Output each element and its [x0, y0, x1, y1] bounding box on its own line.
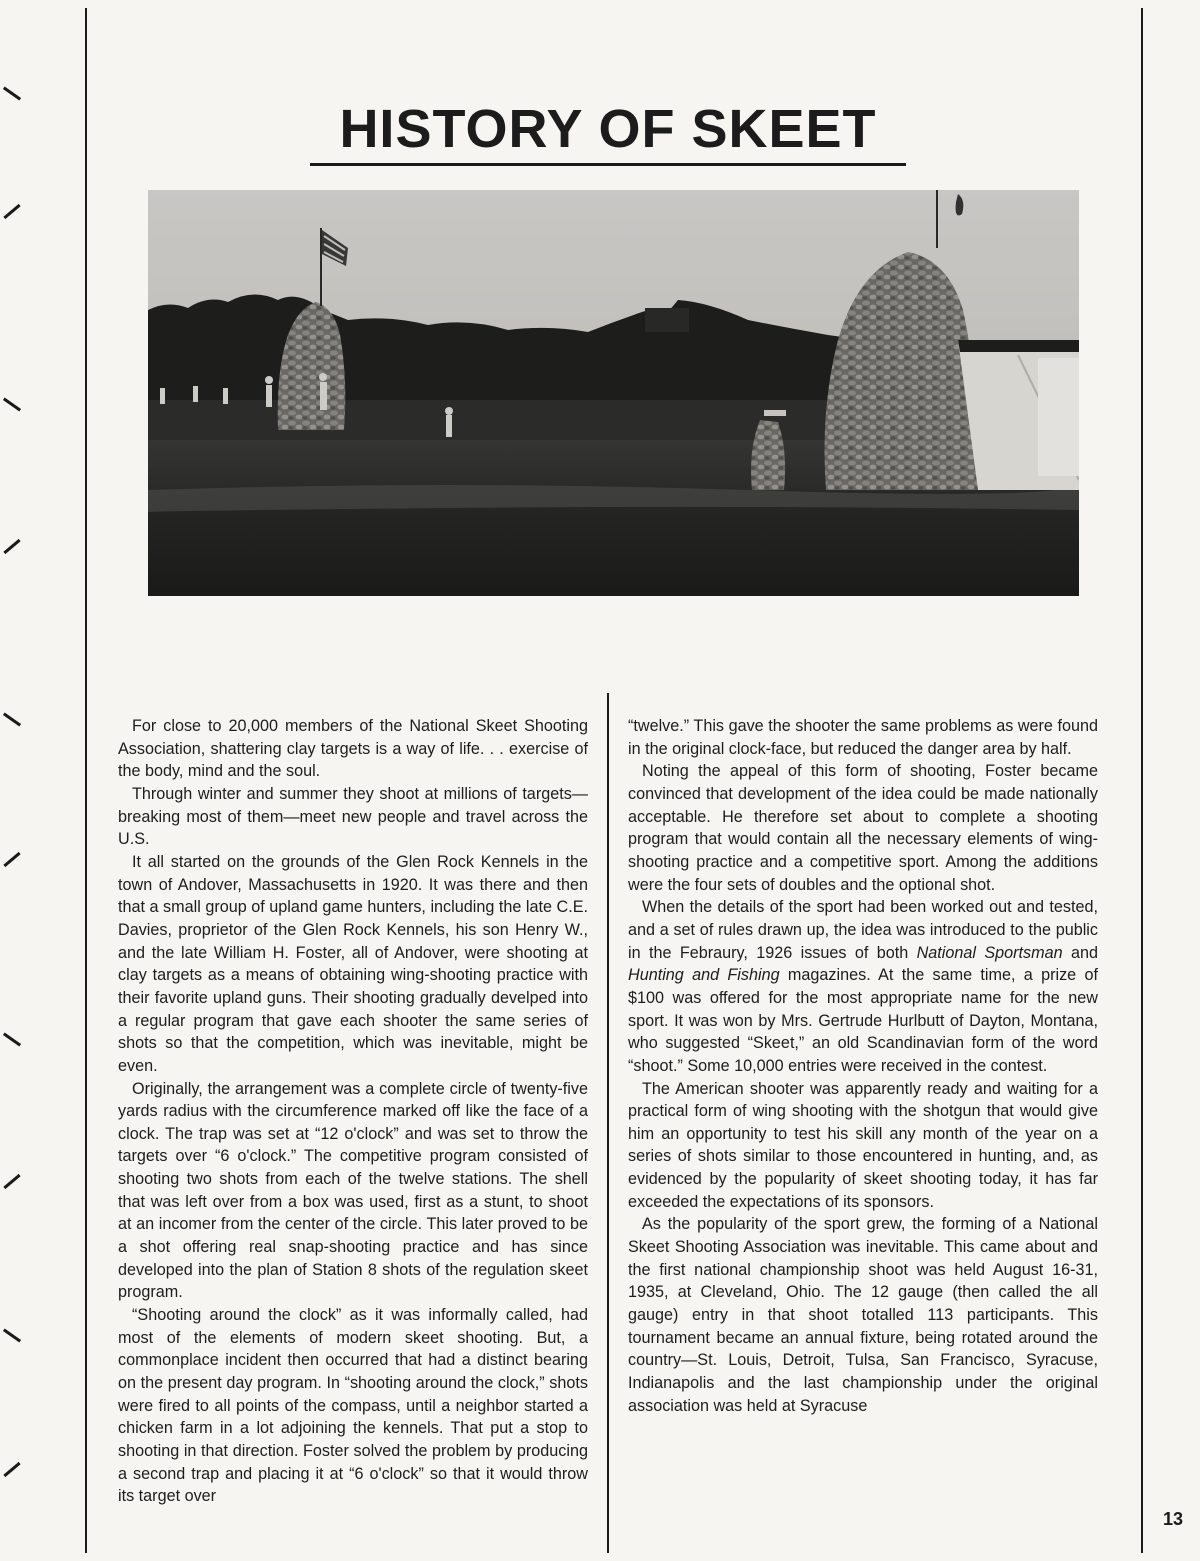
left-margin-rule [85, 8, 87, 1553]
paragraph-text: When the details of the sport had been worked out and tested, and a set of rules drawn up, the idea was introduced to the public in the Febraury, 1926 issues of both [628, 898, 1098, 962]
binding-mark [3, 1033, 21, 1047]
binding-mark [3, 852, 20, 867]
paragraph-text: magazines. At the same time, a prize of $100 was offered for the most appropriate name for the new sport. It was won by Mrs. Gertrude Hurlbutt of Dayton, Montana, who suggested “Skeet,” an old Scandinavian form of the word “shoot.” Some 10,000 entries were received in the contest. [628, 966, 1098, 1075]
paragraph [628, 896, 1098, 1077]
paragraph: The American shooter was apparently ready and waiting for a practical form of wing shooting with the shotgun that would give him an opportunity to test his skill any month of the year on a series of shots similar to those encountered in hunting, and, as evidenced by the popularity of skeet shooting today, it has far exceeded the expectations of its sponsors. [628, 1079, 1098, 1211]
magazine-title: Hunting and Fishing [628, 966, 780, 985]
photo-graphic [148, 190, 1079, 596]
binding-mark [3, 713, 21, 727]
paragraph: Noting the appeal of this form of shooting, Foster became convinced that development of the idea could be made nationally acceptable. He therefore set about to complete a shooting program that would contain all the necessary elements of wing-shooting practice and a competitive sport. Among the additions were the four sets of doubles and the optional shot. [628, 762, 1098, 894]
binding-mark [3, 539, 20, 554]
binding-mark [3, 204, 20, 219]
binding-mark [3, 1329, 21, 1343]
skeet-field-photo-icon [148, 190, 1079, 596]
binding-mark [3, 87, 21, 101]
paragraph: Through winter and summer they shoot at millions of targets—breaking most of them—meet new people and travel across the U.S. [118, 784, 588, 849]
page-number: 13 [1162, 1509, 1184, 1529]
page-title: HISTORY OF SKEET [339, 99, 877, 159]
right-margin-rule [1141, 8, 1143, 1553]
text-column-right [628, 715, 1098, 1417]
binding-mark [3, 1462, 20, 1477]
paragraph: It all started on the grounds of the Glen Rock Kennels in the town of Andover, Massachusetts in 1920. It was there and then that a small group of upland game hunters, including the late C.E. Davies, proprietor of the Glen Rock Kennels, his son Henry W., and the late William H. Foster, all of Andover, were shooting at clay targets as a means of obtaining wing-shooting practice with their favorite upland guns. Their shooting gradually develped into a regular program that gave each shooter the same series of shots so that the competition, which was inevitable, might be even. [118, 852, 588, 1075]
text-column-left [118, 715, 588, 1508]
binding-mark [3, 1174, 20, 1189]
paragraph: “twelve.” This gave the shooter the same problems as were found in the original clock-face, but reduced the danger area by half. [628, 717, 1098, 758]
binding-mark [3, 398, 21, 412]
paragraph: For close to 20,000 members of the National Skeet Shooting Association, shattering clay targets is a way of life. . . exercise of the body, mind and the soul. [118, 717, 588, 781]
paragraph: As the popularity of the sport grew, the forming of a National Skeet Shooting Association was inevitable. This came about and the first national championship shoot was held August 16-31, 1935, at Cleveland, Ohio. The 12 gauge (then called the all gauge) entry in that shoot totalled 113 participants. This tournament became an annual fixture, being rotated around the country—St. Louis, Detroit, Tulsa, San Francisco, Syracuse, Indianapolis and the last championship under the original association was held at Syracuse [628, 1215, 1098, 1415]
paragraph: “Shooting around the clock” as it was informally called, had most of the elements of modern skeet shooting. But, a commonplace incident then occurred that had a distinct bearing on the present day program. In “shooting around the clock,” shots were fired to all points of the compass, until a neighbor started a chicken farm in a lot adjoining the kennels. That put a stop to shooting in that direction. Foster solved the problem by producing a second trap and placing it at “6 o'clock” so that it would throw its target over [118, 1306, 588, 1506]
column-divider-rule [607, 693, 609, 1553]
magazine-title: National Sportsman [916, 943, 1063, 962]
paragraph-text: and [1062, 943, 1098, 962]
paragraph: Originally, the arrangement was a complete circle of twenty-five yards radius with the circumference marked off like the face of a clock. The trap was set at “12 o'clock” and was set to throw the targets over “6 o'clock.” The competitive program consisted of shooting two shots from each of the twelve stations. The shell that was left over from a box was used, first as a stunt, to shoot at an incomer from the center of the circle. This later proved to be a shot offering real snap-shooting practice and has since developed into the plan of Station 8 shots of the regulation skeet program. [118, 1079, 588, 1302]
title-underline [310, 163, 906, 166]
